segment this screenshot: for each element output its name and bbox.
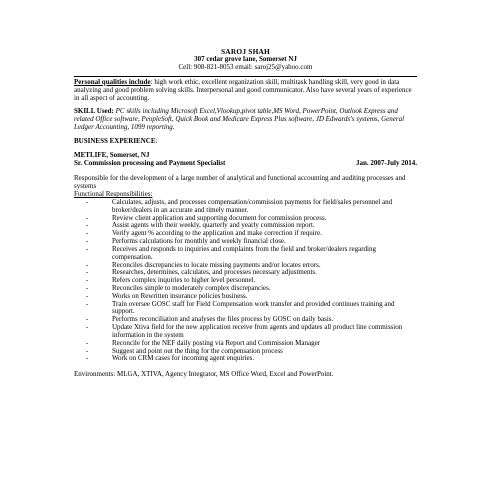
duties-list bbox=[86, 199, 417, 363]
environments: Environments: MLGA, XTIVA, Agency Integrator, MS Office Word, Excel and PowerPoint. bbox=[74, 370, 334, 379]
personal-qualities-label: Personal qualities include bbox=[74, 77, 151, 86]
list-item: - Reconciles simple to moderately complex discrepancies. bbox=[86, 285, 417, 293]
candidate-contact: Cell: 908-821-8053 email: saroj25@yahoo.com bbox=[178, 63, 313, 72]
employer-name: METLIFE, Somerset, NJ bbox=[74, 150, 150, 159]
personal-qualities-text: : high work ethic, excellent organization skill, multitask handling skill, very good in data analyzing and good problem solving skills. Interpersonal and good communicator. Also have several years of experience in all aspect of accounting. bbox=[74, 77, 412, 102]
list-item: - Suggest and point out the thing for the compensation process bbox=[86, 348, 417, 356]
personal-qualities bbox=[74, 79, 417, 102]
list-item: - Train oversee GOSC staff for Field Compensation work transfer and provided continues training and support. bbox=[86, 301, 417, 317]
job-title: Sr. Commission processing and Payment Specialist bbox=[74, 158, 226, 167]
list-item: - Researches, determines, calculates, and processes necessary adjustments. bbox=[86, 269, 417, 277]
list-item: - Reconciles discrepancies to locate missing payments and/or locates errors. bbox=[86, 262, 417, 270]
list-item: - Performs reconciliation and analyses the files process by GOSC on daily basis. bbox=[86, 316, 417, 324]
business-experience-heading-label: BUSINESS EXPERIENCE bbox=[74, 136, 156, 145]
list-item: - Reconcile for the NEF daily posting via Report and Commission Manager bbox=[86, 340, 417, 348]
skills-text: PC skills including Microsoft Excel,Vlookup,pivot table,MS Word, PowerPoint, Outlook Express and related Office software, PeopleSoft, Quick Book and Medicare Express Plus software, JD Edwards's systems, General Ledger Accounting, 1099 reporting. bbox=[74, 107, 405, 132]
list-item: - Work on CRM cases for incoming agent enquiries. bbox=[86, 355, 417, 363]
list-item: - Verify agent % according to the application and make correction if require. bbox=[86, 230, 417, 238]
business-experience-heading bbox=[74, 138, 417, 146]
job-title-row bbox=[74, 160, 417, 168]
candidate-address: 307 cedar grove lane, Somerset NJ bbox=[194, 55, 297, 64]
business-experience-heading-colon: : bbox=[155, 136, 158, 145]
list-item: - Receives and responds to inquiries and complaints from the field and broker/dealers regarding compensation. bbox=[86, 246, 417, 262]
skills-used bbox=[74, 108, 417, 131]
list-item: - Review client application and supporting document for commission process. bbox=[86, 215, 417, 223]
functional-responsibilities-label: Functional Responsibilities: bbox=[74, 190, 153, 199]
candidate-name: SAROJ SHAH bbox=[220, 47, 271, 56]
list-item: - Refers complex inquiries to higher level personnel. bbox=[86, 277, 417, 285]
list-item: - Performs calculations for monthly and weekly financial close. bbox=[86, 238, 417, 246]
list-item: - Works on Rewritten insurance policies business. bbox=[86, 293, 417, 301]
skills-label: SKILL Used: bbox=[74, 107, 114, 116]
list-item: - Assist agents with their weekly, quarterly and yearly commission report. bbox=[86, 222, 417, 230]
job-dates: Jan. 2007-July 2014. bbox=[355, 158, 417, 167]
job-summary: Responsible for the development of a large number of analytical and functional accounting and auditing processes and systems bbox=[74, 174, 406, 191]
header-divider bbox=[74, 76, 417, 77]
list-item: - Calculates, adjusts, and processes compensation/commission payments for field/sales personnel and broker/dealers in an accurate and timely manner. bbox=[86, 199, 417, 215]
list-item: - Update Xtiva field for the new application receive from agents and updates all product line commission information in the system bbox=[86, 324, 417, 340]
